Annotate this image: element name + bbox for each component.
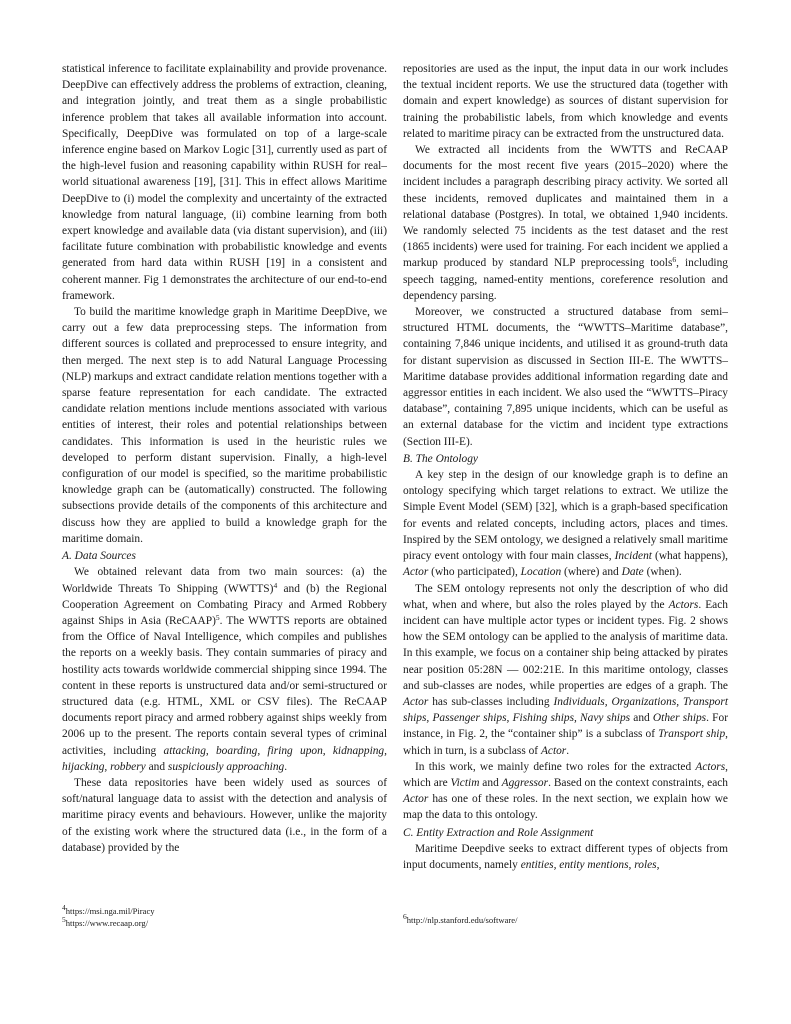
footnote-ref-6: 6 [672, 255, 677, 265]
right-paragraph-7: Maritime Deepdive seeks to extract different types of objects from input documents, namely entities, entity mentions, roles, [403, 842, 728, 871]
section-heading-data-sources: A. Data Sources [62, 550, 136, 563]
left-paragraph-1: statistical inference to facilitate explainability and provide provenance. DeepDive can effectively address the problems of extraction, cleaning, and integration jointly, and treat them as a single probabilistic inference problem that takes all available information into account. Specifically, DeepDive was formulated on top of a large-scale inference engine based on Markov Logic [31], currently used as part of the high-level fusion and reasoning capability within RUSH for real–world situational awareness [19], [31]. This in effect allows Maritime DeepDive to (i) model the complexity and uncertainty of the extracted knowledge from natural language, (ii) combine learning from both expert knowledge and available data (via distant supervision), and (iii) facilitate future combination with probabilistic knowledge and events generated from hard data within RUSH [19] in a consistent and coherent manner. Fig 1 demonstrates the architecture of our end-to-end framework. [62, 63, 387, 302]
section-heading-entity-extraction: C. Entity Extraction and Role Assignment [403, 826, 594, 839]
left-paragraph-3: We obtained relevant data from two main sources: (a) the Worldwide Threats To Shipping (WWTTS)$^4$ and (b) the Regional Cooperation Agreement on Combating Piracy and Armed Robbery against Ships in Asia (ReCAAP)$^5$. The WWTTS reports are obtained from the Office of Naval Intelligence, which compiles and publishes the reports on a weekly basis. They contain summaries of piracy and hostility acts towards worldwide commercial shipping since 1994. The content in these reports is unstructured data and/or semi-structured or structured data (e.g. HTML, XML or CSV files). The ReCAAP documents report piracy and armed robbery against ships weekly from 2006 up to the present. The reports contain several types of criminal activities, including attacking, boarding, firing upon, kidnapping, hijacking, robbery and suspiciously approaching. [62, 566, 387, 773]
footnotes-left [62, 903, 362, 930]
section-heading-ontology: B. The Ontology [403, 452, 478, 465]
right-paragraph-5: The SEM ontology represents not only the description of who did what, when and where, but also the roles played by the Actors. Each incident can have multiple actor types or incident types. Fig. 2 shows how the SEM ontology can be applied to the analysis of maritime data. In this example, we focus on a container ship being attacked by pirates near position 05:28N — 002:21E. In this maritime ontology, classes and sub-classes are nodes, while properties are edges of a graph. The Actor has sub-classes including Individuals, Organizations, Transport ships, Passenger ships, Fishing ships, Navy ships and Other ships. For instance, in Fig. 2, the “container ship” is a subclass of Transport ship, which in turn, is a subclass of Actor. [403, 582, 728, 757]
footnote-6: $^6$http://nlp.stanford.edu/software/ [403, 912, 518, 925]
right-paragraph-3: Moreover, we constructed a structured database from semi–structured HTML documents, the “WWTTS–Maritime database”, containing 7,846 unique incidents, and utilised it as ground-truth data for distant supervision as discussed in Section III-E. The WWTTS–Maritime database provides additional information regarding date and aggressor entities in each incident. We also used the “WWTTS–Piracy database”, containing 7,895 unique incidents, which can be useful as an external database for the victim and incident type extractions (Section III-E). [403, 306, 728, 448]
footnote-6-link[interactable]: http://nlp.stanford.edu/software/ [406, 915, 518, 925]
left-column [62, 61, 387, 856]
right-paragraph-1: repositories are used as the input, the input data in our work includes the textual incident reports. We use the structured data (together with domain and expert knowledge) as sources of distant supervision for training the probabilistic labels, from which knowledge and events related to maritime piracy can be extracted from the unstructured data. [403, 63, 728, 140]
right-column [403, 61, 728, 873]
left-paragraph-4: These data repositories have been widely used as sources of soft/natural language data to assist with the detection and analysis of maritime piracy events and behaviours. However, unlike the majority of the existing work where the structured data (i.e., in the form of a database) provided by the [62, 776, 387, 854]
right-paragraph-2: We extracted all incidents from the WWTTS and ReCAAP documents for the most recent five years (2015–2020) where the incident includes a paragraph describing piracy activity. We sorted all these incidents, removed duplicates and maintained them in a relational database (Postgres). In total, we obtained 1,940 incidents. We randomly selected 75 incidents as the test dataset and the rest (1865 incidents) were used for training. For each incident we applied a markup produced by standard NLP preprocessing tools$^6$, including speech tagging, named-entity mentions, coreference resolution and dependency parsing. [403, 144, 728, 302]
footnote-ref-4: 4 [273, 580, 278, 590]
right-paragraph-6: In this work, we mainly define two roles for the extracted Actors, which are Victim and Aggressor. Based on the context constraints, each Actor has one of these roles. In the next section, we explain how we map the data to this ontology. [403, 760, 728, 822]
footnote-4: $^4$https://msi.nga.mil/Piracy [62, 903, 155, 916]
crime-type-suspicious: suspiciously approaching [167, 760, 285, 773]
footnote-ref-5: 5 [215, 612, 220, 622]
footnote-5: $^5$https://www.recaap.org/ [62, 914, 149, 928]
footnotes-right [403, 912, 703, 927]
footnote-4-link[interactable]: https://msi.nga.mil/Piracy [65, 906, 155, 916]
crime-types: attacking, boarding, firing upon, kidnapping, hijacking, robbery [62, 744, 387, 773]
footnote-5-link[interactable]: https://www.recaap.org/ [65, 917, 149, 928]
left-paragraph-2: To build the maritime knowledge graph in Maritime DeepDive, we carry out a few data preprocessing steps. The information from different sources is collated and preprocessed to ensure integrity, and then merged. The next step is to add Natural Language Processing (NLP) markups and extract candidate relation mentions together with a sparse feature representation for each candidate. The extracted candidate relation mentions include mentions associated with various entities of interest, their roles and potential relationships between candidates. This information is used in the heuristic rules we developed to perform distant supervision. Finally, a high-level configuration of our model is specified, so the maritime probabilistic knowledge graph can be (automatically) constructed. The following subsections provide details of the components of this architecture and discuss how they are applied to build a knowledge graph for the maritime domain. [62, 306, 387, 545]
right-paragraph-4: A key step in the design of our knowledge graph is to define an ontology specifying which target relations to extract. We utilize the Simple Event Model (SEM) [32], which is a graph-based specification for events and related concepts, including actors, places and times. Inspired by the SEM ontology, we designed a relatively small maritime piracy event ontology with four main classes, Incident (what happens), Actor (who participated), Location (where) and Date (when). [403, 469, 728, 579]
